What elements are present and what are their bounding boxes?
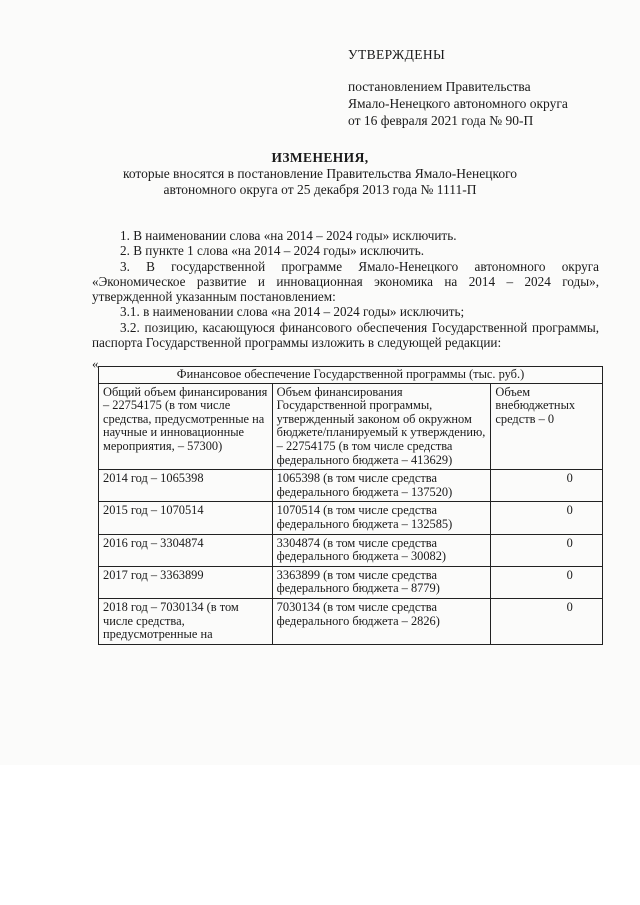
row-budget: 7030134 (в том числе средства федерального бюджета – 2826) <box>272 598 491 644</box>
paragraph-2: 2. В пункте 1 слова «на 2014 – 2024 годы» исключить. <box>120 243 425 259</box>
title-subtitle: автономного округа от 25 декабря 2013 года № 1111-П <box>163 182 477 197</box>
paragraph-3-1: 3.1. в наименовании слова «на 2014 – 2024 годы» исключить; <box>120 304 465 320</box>
row-extra: 0 <box>491 598 603 644</box>
row-budget: 3304874 (в том числе средства федерального бюджета – 30082) <box>272 534 491 566</box>
financing-table <box>98 366 603 645</box>
row-extra: 0 <box>491 502 603 534</box>
paragraph-3-2: 3.2. позицию, касающуюся финансового обеспечения Государственной программы, паспорта Государственной программы изложить в следующей редакции: <box>92 319 599 351</box>
document-body <box>92 228 599 350</box>
table-row <box>99 470 603 502</box>
paragraph-1: 1. В наименовании слова «на 2014 – 2024 годы» исключить. <box>120 228 457 243</box>
row-budget: 3363899 (в том числе средства федерального бюджета – 8779) <box>272 566 491 598</box>
row-year: 2014 год – 1065398 <box>99 470 273 502</box>
approval-heading: УТВЕРЖДЕНЫ <box>348 47 446 62</box>
row-budget: 1070514 (в том числе средства федерального бюджета – 132585) <box>272 502 491 534</box>
row-year: 2017 год – 3363899 <box>99 566 273 598</box>
table-row <box>99 598 603 644</box>
row-extra: 0 <box>491 566 603 598</box>
header-budget-financing: Объем финансирования Государственной программы, утвержденный законом об окружном бюджете/планируемый к утверждению, – 22754175 (в том числе средства федерального бюджета – 413629) <box>272 383 491 470</box>
row-budget: 1065398 (в том числе средства федерального бюджета – 137520) <box>272 470 491 502</box>
approval-block <box>348 46 568 129</box>
table-caption-row <box>99 367 603 384</box>
approval-line: постановлением Правительства <box>348 79 531 94</box>
row-year: 2016 год – 3304874 <box>99 534 273 566</box>
table-caption: Финансовое обеспечение Государственной программы (тыс. руб.) <box>99 367 603 384</box>
row-year: 2018 год – 7030134 (в том числе средства, предусмотренные на <box>99 598 273 644</box>
title-main: ИЗМЕНЕНИЯ, <box>271 150 369 165</box>
approval-line: Ямало-Ненецкого автономного округа <box>348 96 568 111</box>
header-total-financing: Общий объем финансирования – 22754175 (в том числе средства, предусмотренные на научные и инновационные мероприятия, – 57300) <box>99 383 273 470</box>
document-title <box>0 150 640 198</box>
blank-margin <box>0 765 640 905</box>
table-row <box>99 534 603 566</box>
row-extra: 0 <box>491 534 603 566</box>
row-year: 2015 год – 1070514 <box>99 502 273 534</box>
header-extrabudgetary: Объем внебюджетных средств – 0 <box>491 383 603 470</box>
table-row <box>99 566 603 598</box>
table-row <box>99 502 603 534</box>
row-extra: 0 <box>491 470 603 502</box>
table-header-row <box>99 383 603 470</box>
opening-quote-mark: « <box>92 356 99 371</box>
approval-line: от 16 февраля 2021 года № 90-П <box>348 113 534 128</box>
paragraph-3: 3. В государственной программе Ямало-Ненецкого автономного округа «Экономическое развитие и инновационная экономика на 2014 – 2024 годы», утвержденной указанным постановлением: <box>92 258 599 305</box>
title-subtitle: которые вносятся в постановление Правительства Ямало-Ненецкого <box>122 166 518 181</box>
